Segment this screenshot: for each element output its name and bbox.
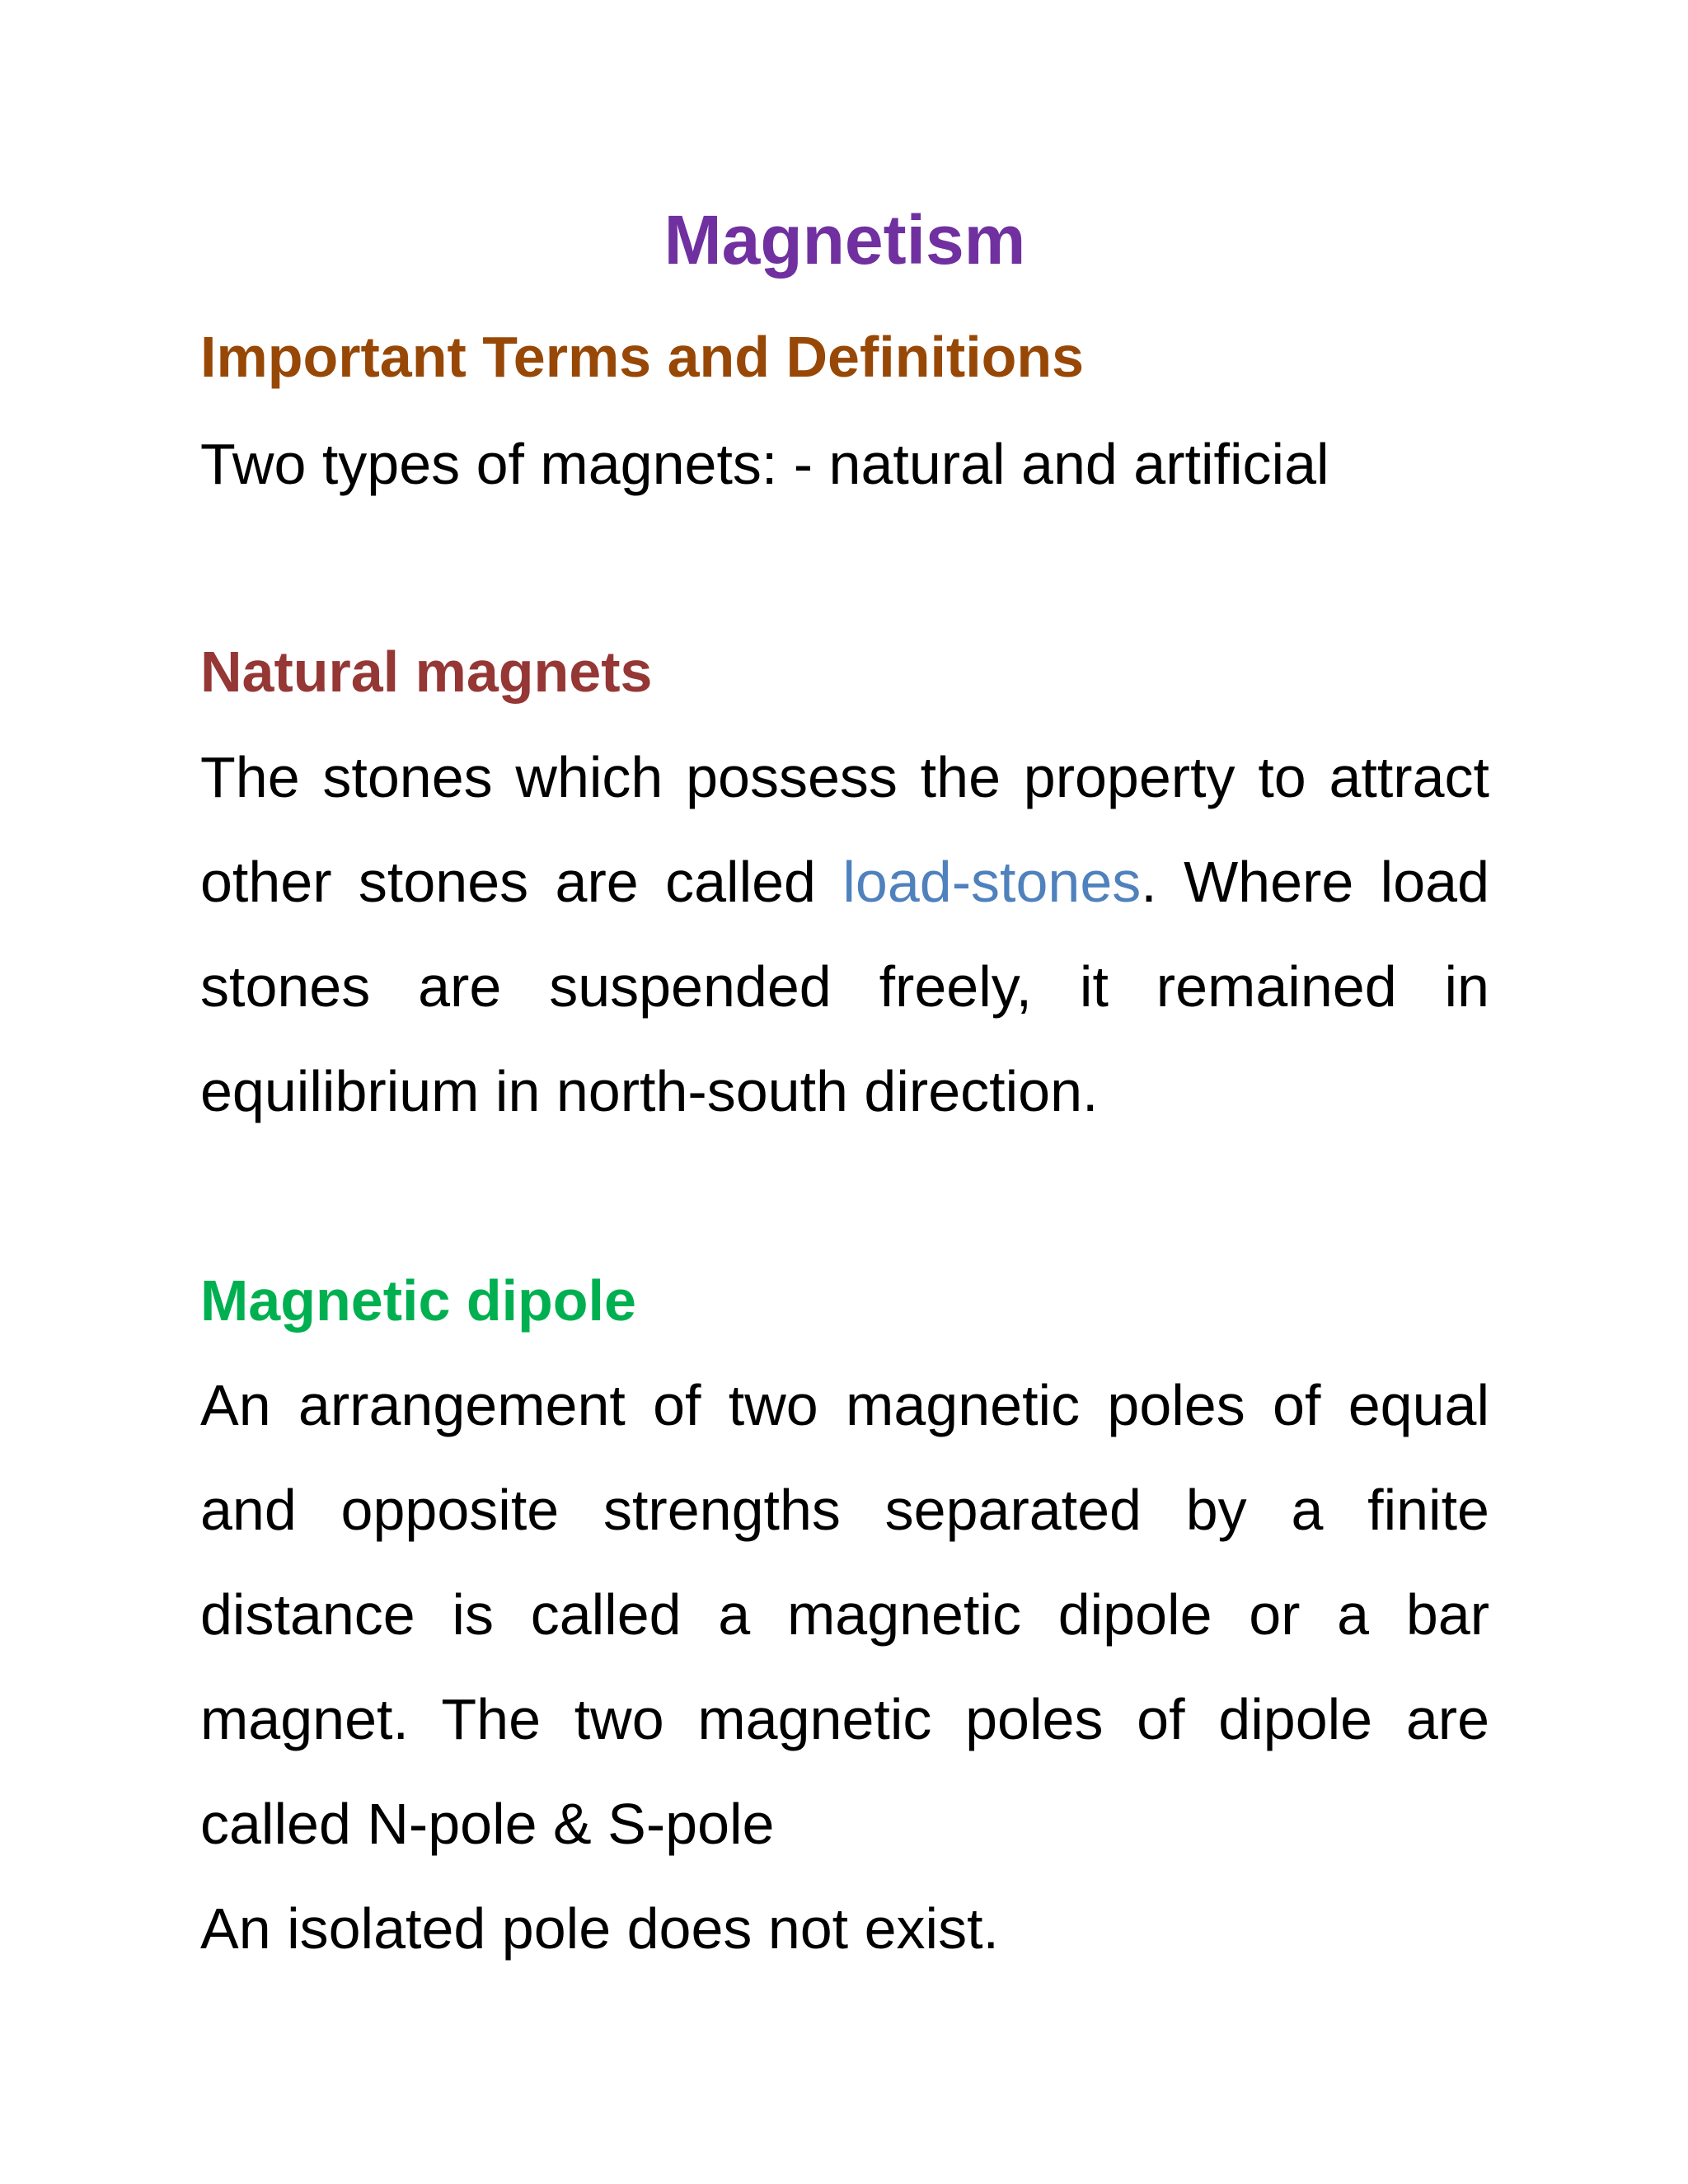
natural-text-before-link: The stones which possess the property to attract other stones are called [200,745,1489,914]
natural-magnets-paragraph [200,725,1489,1144]
section-heading-magnetic-dipole: Magnetic dipole [200,1268,636,1333]
page-title: Magnetism [663,201,1026,279]
isolated-pole-note: An isolated pole does not exist. [200,1896,999,1961]
load-stones-term: load-stones [842,850,1142,914]
section-heading-important-terms: Important Terms and Definitions [200,325,1085,389]
magnetic-dipole-paragraph: An arrangement of two magnetic poles of equal and opposite strengths separated by a finite distance is called a magnetic dipole or a bar magnet. The two magnetic poles of dipole are called N-pole & S-pole [200,1373,1489,1856]
section-heading-natural-magnets: Natural magnets [200,640,653,704]
natural-text-after-link: . Where load stones are suspended freely, it remained in equilibrium in north-south direction. [200,850,1489,1123]
magnet-types-line: Two types of magnets: - natural and artificial [200,432,1329,496]
